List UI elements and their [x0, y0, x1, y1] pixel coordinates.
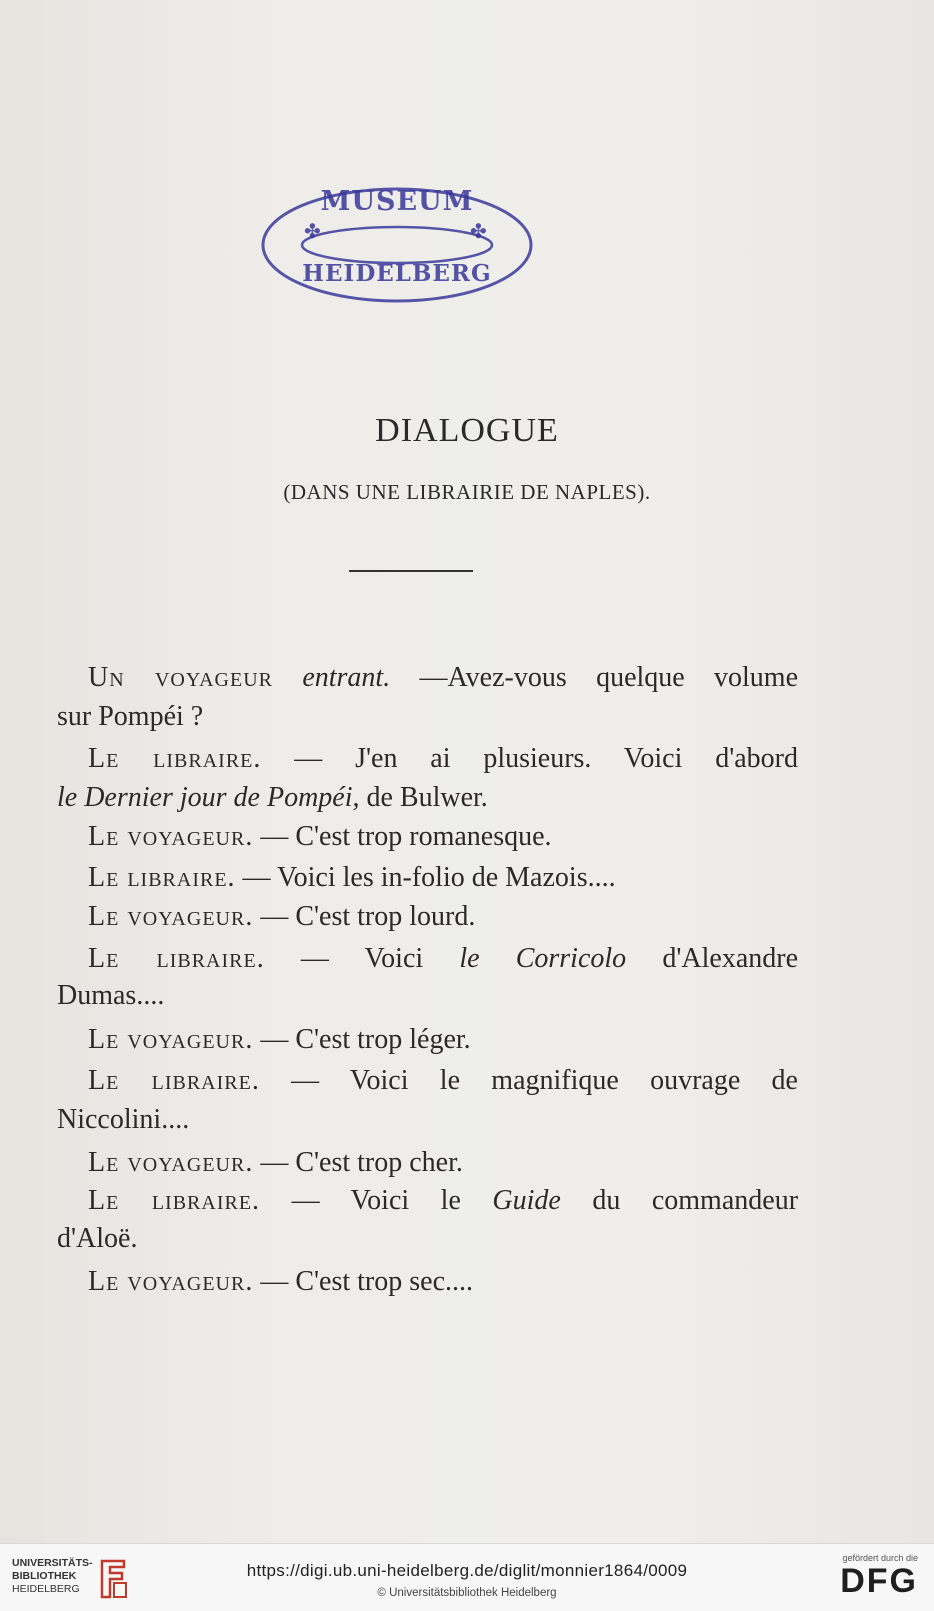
dialogue-line — [88, 742, 798, 776]
book-title: Guide — [492, 1185, 561, 1216]
speaker: Le libraire. — [88, 1065, 260, 1096]
speech: de Bulwer. — [366, 782, 488, 813]
dialogue-line — [57, 1103, 767, 1137]
speaker: Le libraire. — [88, 1185, 261, 1216]
speech: —Avez-vous quelque volume — [419, 662, 799, 693]
speaker: Le voyageur. — [88, 1147, 254, 1178]
speaker: Le voyageur. — [88, 901, 254, 932]
copyright-notice: © Universitätsbibliothek Heidelberg — [377, 1587, 557, 1599]
speaker: Le libraire. — [88, 943, 265, 974]
dialogue-line — [88, 1146, 798, 1180]
library-name-line3: HEIDELBERG — [12, 1583, 80, 1595]
title-divider — [349, 570, 473, 572]
speech: sur Pompéi ? — [57, 701, 204, 732]
svg-text:✤: ✤ — [304, 219, 321, 243]
museum-stamp — [256, 180, 538, 310]
dialogue-line — [88, 861, 798, 895]
speech: Dumas.... — [57, 980, 165, 1011]
speaker: Le voyageur. — [88, 1266, 254, 1297]
dialogue-line — [88, 1265, 798, 1299]
speaker: Le voyageur. — [88, 1024, 254, 1055]
speech: — C'est trop romanesque. — [260, 821, 552, 852]
library-name-line2: BIBLIOTHEK — [12, 1570, 77, 1582]
dialogue-line — [88, 942, 798, 976]
book-title: le Corricolo — [459, 943, 627, 974]
dialogue-line — [88, 900, 798, 934]
dialogue-line — [88, 1023, 798, 1057]
speech: — J'en ai plusieurs. Voici d'abord — [294, 743, 798, 774]
dialogue-line — [57, 700, 767, 734]
speaker: Le libraire. — [88, 743, 262, 774]
stamp-top-text: MUSEUM — [320, 186, 474, 217]
page-subtitle: (DANS UNE LIBRAIRIE DE NAPLES). — [283, 480, 651, 504]
dialogue-line — [57, 979, 767, 1013]
speaker: Le libraire. — [88, 862, 236, 893]
speech: du commandeur — [592, 1185, 799, 1216]
dialogue-line — [88, 1184, 798, 1218]
dialogue-line — [57, 1222, 767, 1256]
viewer-footer — [0, 1543, 934, 1611]
speech: — Voici — [300, 943, 424, 974]
page-title: DIALOGUE — [375, 412, 559, 449]
speaker: Le voyageur. — [88, 821, 254, 852]
book-title: le Dernier jour de Pompéi, — [57, 782, 360, 813]
dfg-logo[interactable] — [840, 1553, 918, 1599]
speech: — C'est trop léger. — [260, 1024, 471, 1055]
speech: — Voici le magnifique ouvrage de — [291, 1065, 798, 1096]
stamp-bottom-text: HEIDELBERG — [302, 260, 492, 287]
dialogue-line — [88, 661, 798, 695]
speech: d'Aloë. — [57, 1223, 138, 1254]
dialogue-line — [57, 781, 767, 815]
speaker: Un voyageur — [88, 662, 273, 693]
speech: — C'est trop cher. — [260, 1147, 463, 1178]
speech: — Voici les in-folio de Mazois.... — [242, 862, 616, 893]
funded-by-label: gefördert durch die — [842, 1553, 918, 1563]
library-name-line1: UNIVERSITÄTS- — [12, 1557, 93, 1569]
speech: — C'est trop lourd. — [260, 901, 476, 932]
speech: d'Alexandre — [662, 943, 798, 974]
dialogue-line — [88, 1064, 798, 1098]
dialogue-line — [88, 820, 798, 854]
speech: Niccolini.... — [57, 1104, 190, 1135]
speech: — C'est trop sec.... — [260, 1266, 474, 1297]
dfg-wordmark: DFG — [840, 1562, 918, 1600]
page-url-link[interactable]: https://digi.ub.uni-heidelberg.de/diglit/monnier1864/0009 — [246, 1561, 688, 1580]
speech: — Voici le — [291, 1185, 461, 1216]
stage-direction: entrant. — [302, 662, 391, 693]
svg-text:✤: ✤ — [470, 219, 487, 243]
